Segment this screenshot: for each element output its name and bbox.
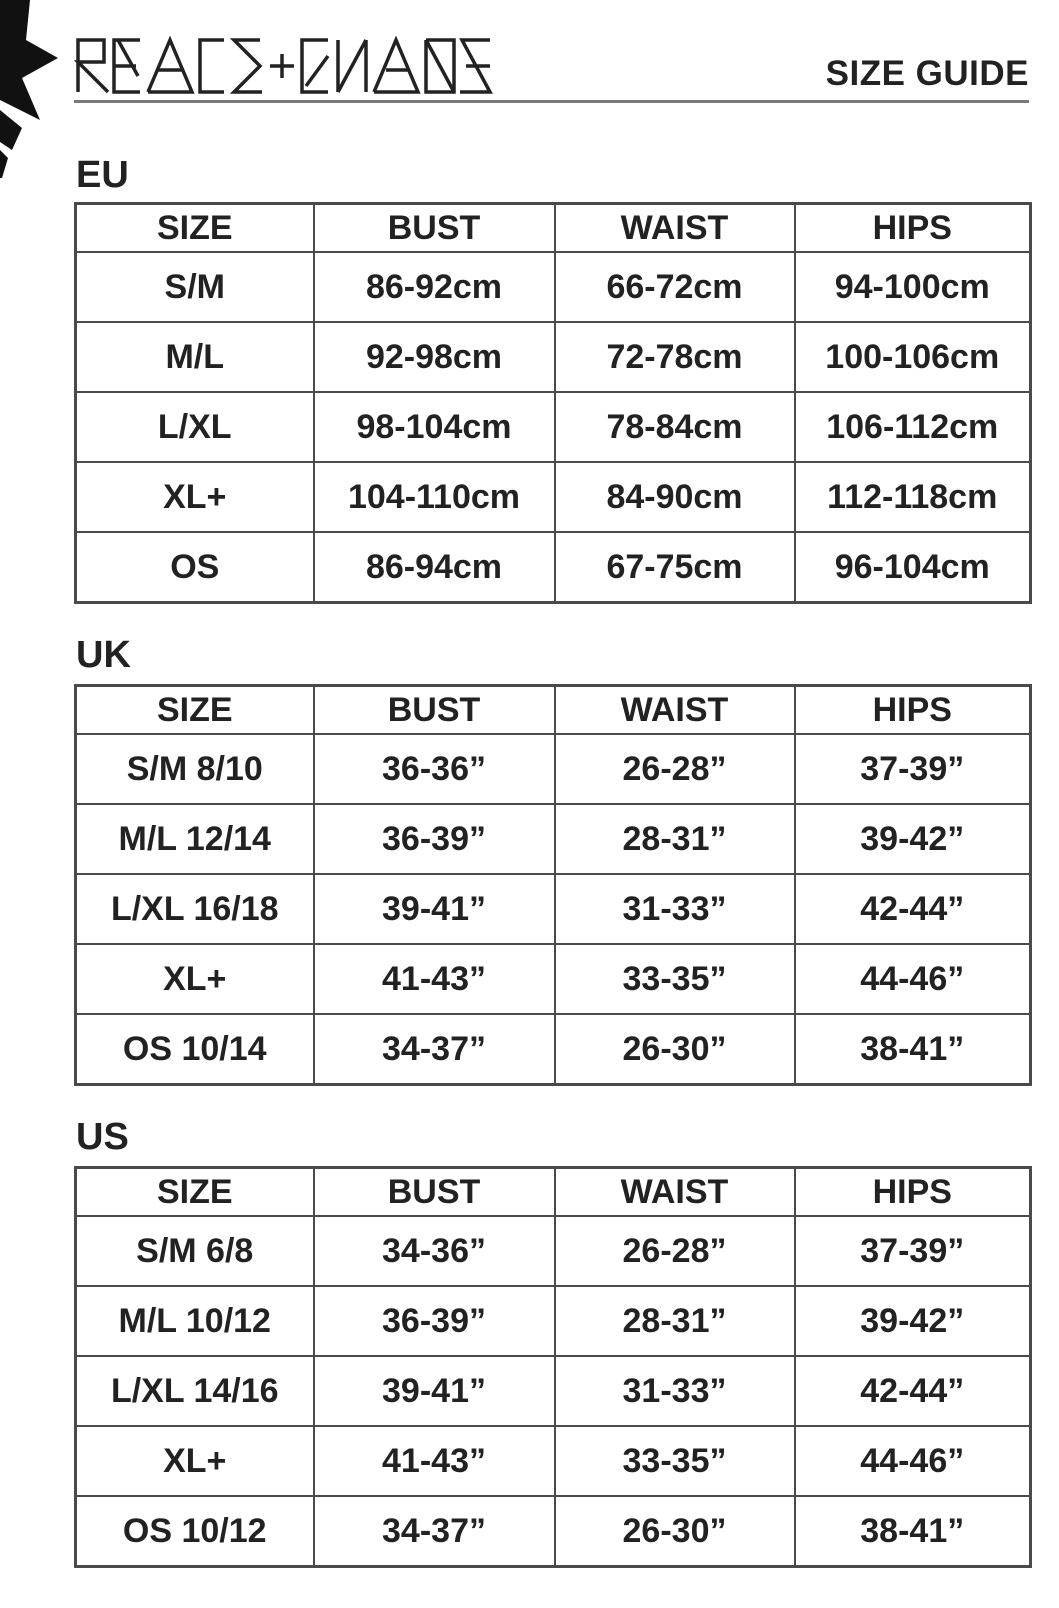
waist-cell: 28-31”: [555, 804, 795, 874]
table-row: [76, 462, 1031, 532]
size-cell: L/XL: [76, 392, 314, 462]
column-header-size: SIZE: [76, 686, 314, 735]
table-row: [76, 532, 1031, 603]
waist-cell: 26-30”: [555, 1014, 795, 1085]
bust-cell: 36-36”: [314, 734, 555, 804]
table-row: [76, 1014, 1031, 1085]
size-table-us: [74, 1166, 1032, 1568]
bust-cell: 34-37”: [314, 1496, 555, 1567]
table-row: [76, 944, 1031, 1014]
hips-cell: 42-44”: [795, 874, 1031, 944]
bust-cell: 34-37”: [314, 1014, 555, 1085]
size-cell: S/M 6/8: [76, 1216, 314, 1286]
brand-logo: [74, 36, 494, 94]
hips-cell: 39-42”: [795, 1286, 1031, 1356]
bust-cell: 39-41”: [314, 874, 555, 944]
table-header-row: [76, 1168, 1031, 1217]
size-cell: M/L 12/14: [76, 804, 314, 874]
hips-cell: 100-106cm: [795, 322, 1031, 392]
size-cell: M/L: [76, 322, 314, 392]
waist-cell: 72-78cm: [555, 322, 795, 392]
region-heading-eu: EU: [76, 154, 129, 196]
column-header-bust: BUST: [314, 1168, 555, 1217]
waist-cell: 66-72cm: [555, 252, 795, 322]
bust-cell: 92-98cm: [314, 322, 555, 392]
waist-cell: 26-28”: [555, 734, 795, 804]
bust-cell: 41-43”: [314, 1426, 555, 1496]
column-header-hips: HIPS: [795, 686, 1031, 735]
table-header-row: [76, 204, 1031, 253]
size-cell: XL+: [76, 1426, 314, 1496]
table-row: [76, 874, 1031, 944]
hips-cell: 44-46”: [795, 1426, 1031, 1496]
size-cell: XL+: [76, 944, 314, 1014]
column-header-size: SIZE: [76, 1168, 314, 1217]
size-table-eu: [74, 202, 1032, 604]
hips-cell: 39-42”: [795, 804, 1031, 874]
waist-cell: 26-30”: [555, 1496, 795, 1567]
table-row: [76, 1496, 1031, 1567]
table-row: [76, 392, 1031, 462]
table-row: [76, 804, 1031, 874]
bust-cell: 86-92cm: [314, 252, 555, 322]
size-cell: S/M 8/10: [76, 734, 314, 804]
table-row: [76, 252, 1031, 322]
hips-cell: 38-41”: [795, 1014, 1031, 1085]
bust-cell: 104-110cm: [314, 462, 555, 532]
waist-cell: 84-90cm: [555, 462, 795, 532]
region-heading-us: US: [76, 1116, 129, 1158]
bust-cell: 36-39”: [314, 1286, 555, 1356]
hips-cell: 96-104cm: [795, 532, 1031, 603]
hips-cell: 94-100cm: [795, 252, 1031, 322]
hips-cell: 42-44”: [795, 1356, 1031, 1426]
page-title: SIZE GUIDE: [825, 54, 1029, 93]
waist-cell: 31-33”: [555, 1356, 795, 1426]
size-cell: M/L 10/12: [76, 1286, 314, 1356]
column-header-hips: HIPS: [795, 204, 1031, 253]
table-row: [76, 734, 1031, 804]
hips-cell: 38-41”: [795, 1496, 1031, 1567]
column-header-hips: HIPS: [795, 1168, 1031, 1217]
size-cell: OS 10/12: [76, 1496, 314, 1567]
size-cell: OS: [76, 532, 314, 603]
hips-cell: 37-39”: [795, 1216, 1031, 1286]
bust-cell: 36-39”: [314, 804, 555, 874]
hips-cell: 44-46”: [795, 944, 1031, 1014]
table-row: [76, 322, 1031, 392]
bust-cell: 34-36”: [314, 1216, 555, 1286]
waist-cell: 31-33”: [555, 874, 795, 944]
table-header-row: [76, 686, 1031, 735]
waist-cell: 67-75cm: [555, 532, 795, 603]
table-row: [76, 1426, 1031, 1496]
bust-cell: 86-94cm: [314, 532, 555, 603]
waist-cell: 78-84cm: [555, 392, 795, 462]
hips-cell: 106-112cm: [795, 392, 1031, 462]
waist-cell: 33-35”: [555, 944, 795, 1014]
size-cell: L/XL 14/16: [76, 1356, 314, 1426]
column-header-size: SIZE: [76, 204, 314, 253]
header-divider: [74, 100, 1029, 103]
hips-cell: 37-39”: [795, 734, 1031, 804]
size-cell: L/XL 16/18: [76, 874, 314, 944]
bust-cell: 41-43”: [314, 944, 555, 1014]
waist-cell: 33-35”: [555, 1426, 795, 1496]
waist-cell: 28-31”: [555, 1286, 795, 1356]
bust-cell: 39-41”: [314, 1356, 555, 1426]
table-row: [76, 1216, 1031, 1286]
size-cell: S/M: [76, 252, 314, 322]
table-row: [76, 1286, 1031, 1356]
column-header-bust: BUST: [314, 686, 555, 735]
table-row: [76, 1356, 1031, 1426]
brand-star-icon: [0, 0, 62, 178]
waist-cell: 26-28”: [555, 1216, 795, 1286]
column-header-waist: WAIST: [555, 1168, 795, 1217]
size-cell: XL+: [76, 462, 314, 532]
column-header-waist: WAIST: [555, 686, 795, 735]
hips-cell: 112-118cm: [795, 462, 1031, 532]
size-table-uk: [74, 684, 1032, 1086]
bust-cell: 98-104cm: [314, 392, 555, 462]
column-header-bust: BUST: [314, 204, 555, 253]
region-heading-uk: UK: [76, 634, 131, 676]
size-cell: OS 10/14: [76, 1014, 314, 1085]
column-header-waist: WAIST: [555, 204, 795, 253]
